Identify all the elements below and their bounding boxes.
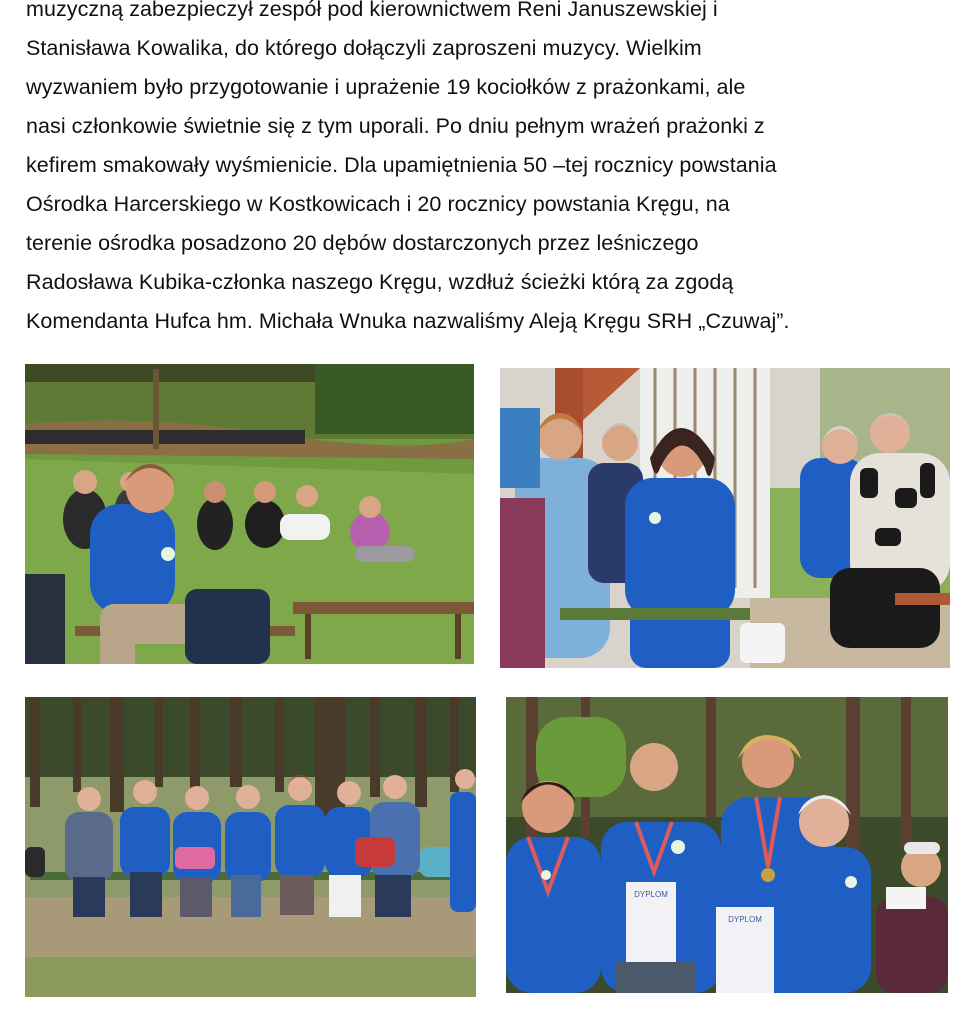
article-line: Ośrodka Harcerskiego w Kostkowicach i 20 rocznicy powstania Kręgu, na	[26, 192, 730, 216]
photo-award-ceremony	[506, 697, 948, 993]
article-line: nasi członkowie świetnie się z tym uporali. Po dniu pełnym wrażeń prażonki z	[26, 114, 765, 138]
diploma-heading-right: DYPLOM	[728, 915, 762, 924]
photo-group-on-hillside	[25, 364, 474, 664]
photo-seniors-under-shelter-image	[500, 368, 950, 668]
article-line: kefirem smakowały wyśmienicie. Dla upamiętnienia 50 –tej rocznicy powstania	[26, 153, 777, 177]
article-line: wyzwaniem było przygotowanie i uprażenie 19 kociołków z prażonkami, ale	[26, 75, 746, 99]
diploma-heading-left: DYPLOM	[634, 890, 668, 899]
article-line: Stanisława Kowalika, do którego dołączyli zaproszeni muzycy. Wielkim	[26, 36, 702, 60]
article-line: terenie ośrodka posadzono 20 dębów dostarczonych przez leśniczego	[26, 231, 699, 255]
photo-seniors-in-forest-image	[25, 697, 476, 997]
article-line: muzyczną zabezpieczył zespół pod kierownictwem Reni Januszewskiej i	[26, 0, 718, 21]
photo-seniors-under-shelter	[500, 368, 950, 668]
photo-award-ceremony-image	[506, 697, 948, 993]
article-text	[26, 0, 956, 341]
article-line: Radosława Kubika-członka naszego Kręgu, wzdłuż ścieżki którą za zgodą	[26, 270, 734, 294]
photo-seniors-in-forest	[25, 697, 476, 997]
photo-group-on-hillside-image	[25, 364, 474, 664]
article-line: Komendanta Hufca hm. Michała Wnuka nazwaliśmy Aleją Kręgu SRH „Czuwaj”.	[26, 309, 790, 333]
